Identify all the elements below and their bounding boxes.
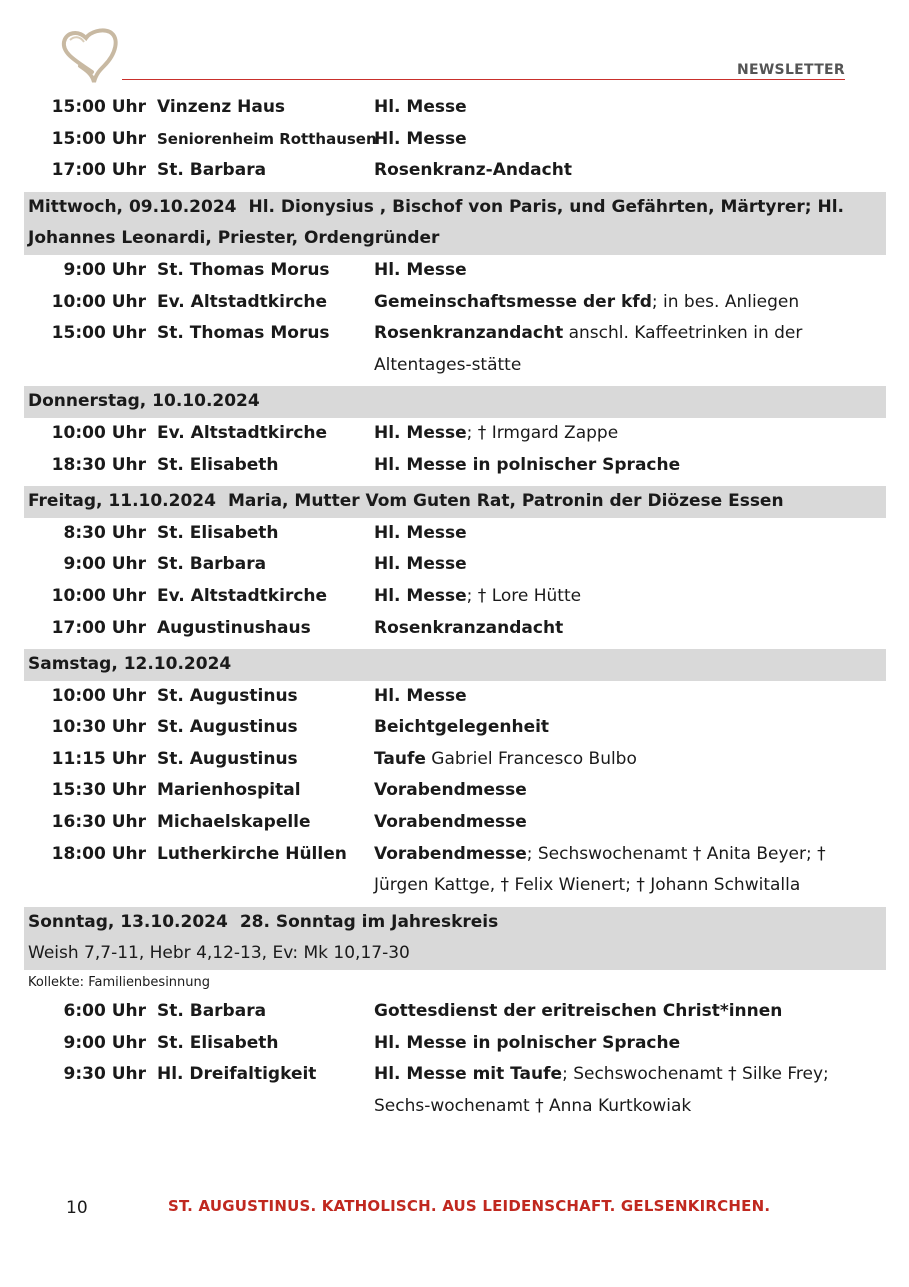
entry-event xyxy=(374,124,884,156)
entry-place: St. Barbara xyxy=(157,554,267,575)
entry-place: St. Elisabeth xyxy=(157,454,279,475)
event-detail: ; † Lore Hütte xyxy=(466,585,582,606)
event-title: Hl. Messe xyxy=(374,554,467,575)
event-title: Beichtgelegenheit xyxy=(374,717,550,738)
schedule xyxy=(24,92,886,1127)
entry-time: 15:00 Uhr xyxy=(51,128,146,149)
entry-event xyxy=(374,839,884,902)
entry-event xyxy=(374,681,884,713)
day-date: Samstag, 12.10.2024 xyxy=(28,654,232,675)
entry-place: Lutherkirche Hüllen xyxy=(157,843,347,864)
event-title: Hl. Messe in polnischer Sprache xyxy=(374,454,681,475)
event-title: Hl. Messe xyxy=(374,128,467,149)
schedule-row xyxy=(24,775,886,807)
day-feast: Maria, Mutter Vom Guten Rat, Patronin der Diözese Essen xyxy=(227,491,784,512)
event-title: Hl. Messe xyxy=(374,97,467,117)
schedule-row xyxy=(24,839,886,902)
header-rule xyxy=(122,79,845,80)
entry-time: 18:30 Uhr xyxy=(51,454,146,475)
event-detail: Gabriel Francesco Bulbo xyxy=(425,748,637,769)
schedule-row xyxy=(24,287,886,319)
event-title: Hl. Messe xyxy=(374,422,467,443)
entry-time: 17:00 Uhr xyxy=(51,160,146,181)
event-title: Hl. Messe xyxy=(374,685,467,706)
entry-place: Ev. Altstadtkirche xyxy=(157,422,328,443)
day-date: Mittwoch, 09.10.2024 xyxy=(28,196,237,217)
entry-time: 18:00 Uhr xyxy=(51,843,146,864)
entry-time: 10:00 Uhr xyxy=(51,291,146,312)
heart-logo-icon xyxy=(56,26,126,84)
event-title: Hl. Messe xyxy=(374,585,467,606)
day-feast: 28. Sonntag im Jahreskreis xyxy=(239,911,499,932)
entry-event xyxy=(374,807,884,839)
entry-time: 9:00 Uhr xyxy=(63,1032,146,1053)
day-readings: Weish 7,7-11, Hebr 4,12-13, Ev: Mk 10,17-30 xyxy=(28,943,410,964)
event-detail: ; Sechswochenamt † Silke Frey; Sechs-wochenamt † Anna Kurtkowiak xyxy=(374,1064,829,1116)
event-title: Hl. Messe mit Taufe xyxy=(374,1064,563,1085)
entry-time: 17:00 Uhr xyxy=(51,617,146,638)
event-title: Rosenkranzandacht xyxy=(374,617,564,638)
schedule-row xyxy=(24,124,886,156)
schedule-row xyxy=(24,155,886,187)
entry-place: St. Elisabeth xyxy=(157,522,279,543)
entry-place: St. Thomas Morus xyxy=(157,323,330,344)
schedule-row xyxy=(24,1028,886,1060)
entry-place: St. Augustinus xyxy=(157,685,298,706)
schedule-row xyxy=(24,418,886,450)
entry-place: St. Elisabeth xyxy=(157,1032,279,1053)
entry-time: 15:00 Uhr xyxy=(51,323,146,344)
newsletter-label: NEWSLETTER xyxy=(736,62,845,78)
entry-time: 15:00 Uhr xyxy=(51,97,146,117)
event-title: Vorabendmesse xyxy=(374,843,527,864)
event-detail: ; † Irmgard Zappe xyxy=(466,422,619,443)
entry-event xyxy=(374,996,884,1028)
event-detail: ; Sechswochenamt † Anita Beyer; † Jürgen Kattge, † Felix Wienert; † Johann Schwitalla xyxy=(374,843,826,896)
entry-place: Marienhospital xyxy=(157,780,301,801)
entry-event xyxy=(374,613,884,645)
page-header xyxy=(0,0,909,95)
entry-event xyxy=(374,450,884,482)
entry-event xyxy=(374,549,884,581)
day-date: Donnerstag, 10.10.2024 xyxy=(28,391,260,412)
entry-time: 15:30 Uhr xyxy=(51,780,146,801)
event-title: Vorabendmesse xyxy=(374,780,527,801)
schedule-row xyxy=(24,613,886,645)
entry-place: Hl. Dreifaltigkeit xyxy=(157,1064,317,1085)
schedule-row xyxy=(24,712,886,744)
entry-event xyxy=(374,518,884,550)
event-detail: anschl. Kaffeetrinken in der Altentages-stätte xyxy=(374,323,803,375)
day-heading xyxy=(24,649,886,681)
entry-time: 6:00 Uhr xyxy=(63,1001,146,1022)
day-heading xyxy=(24,907,886,970)
entry-time: 16:30 Uhr xyxy=(51,812,146,833)
day-heading xyxy=(24,486,886,518)
schedule-row xyxy=(24,92,886,124)
schedule-row xyxy=(24,681,886,713)
entry-time: 9:30 Uhr xyxy=(63,1064,146,1085)
entry-event xyxy=(374,155,884,187)
entry-place: Ev. Altstadtkirche xyxy=(157,291,328,312)
schedule-row xyxy=(24,518,886,550)
schedule-row xyxy=(24,996,886,1028)
day-heading xyxy=(24,192,886,255)
schedule-row xyxy=(24,744,886,776)
day-heading xyxy=(24,386,886,418)
event-title: Rosenkranz-Andacht xyxy=(374,160,572,181)
entry-event xyxy=(374,1059,884,1122)
page-number: 10 xyxy=(66,1198,88,1218)
schedule-row xyxy=(24,318,886,381)
schedule-row xyxy=(24,255,886,287)
kollekte-note: Kollekte: Familienbesinnung xyxy=(28,975,211,991)
entry-event xyxy=(374,1028,884,1060)
schedule-row xyxy=(24,807,886,839)
entry-event xyxy=(374,418,884,450)
entry-place: St. Augustinus xyxy=(157,748,298,769)
entry-event xyxy=(374,287,884,319)
day-date: Sonntag, 13.10.2024 xyxy=(28,911,228,932)
entry-event xyxy=(374,712,884,744)
footer-slogan: ST. AUGUSTINUS. KATHOLISCH. AUS LEIDENSCHAFT. GELSENKIRCHEN. xyxy=(168,1197,771,1215)
entry-event xyxy=(374,255,884,287)
entry-place: Seniorenheim Rotthausen xyxy=(157,129,377,148)
schedule-row xyxy=(24,581,886,613)
entry-time: 10:30 Uhr xyxy=(51,717,146,738)
schedule-row xyxy=(24,549,886,581)
event-title: Hl. Messe in polnischer Sprache xyxy=(374,1032,681,1053)
event-title: Rosenkranzandacht xyxy=(374,323,564,344)
entry-event xyxy=(374,744,884,776)
event-title: Gottesdienst der eritreischen Christ*innen xyxy=(374,1001,783,1022)
entry-place: St. Augustinus xyxy=(157,717,298,738)
event-title: Hl. Messe xyxy=(374,259,467,280)
entry-place: Ev. Altstadtkirche xyxy=(157,585,328,606)
entry-event xyxy=(374,318,884,381)
entry-time: 10:00 Uhr xyxy=(51,685,146,706)
event-title: Vorabendmesse xyxy=(374,812,527,833)
event-detail: ; in bes. Anliegen xyxy=(651,291,800,312)
entry-place: Vinzenz Haus xyxy=(157,97,286,117)
entry-place: Augustinushaus xyxy=(157,617,311,638)
event-title: Gemeinschaftsmesse der kfd xyxy=(374,291,652,312)
entry-place: St. Thomas Morus xyxy=(157,259,330,280)
entry-time: 9:00 Uhr xyxy=(63,259,146,280)
entry-place: Michaelskapelle xyxy=(157,812,311,833)
schedule-row xyxy=(24,1059,886,1122)
event-title: Hl. Messe xyxy=(374,522,467,543)
entry-time: 9:00 Uhr xyxy=(63,554,146,575)
entry-time: 11:15 Uhr xyxy=(51,748,146,769)
day-feast: Hl. Dionysius , Bischof von Paris, und Gefährten, Märtyrer; Hl. Johannes Leonardi, Priester, Ordengründer xyxy=(28,196,844,249)
entry-event xyxy=(374,581,884,613)
entry-place: St. Barbara xyxy=(157,1001,267,1022)
entry-event xyxy=(374,92,884,124)
entry-place: St. Barbara xyxy=(157,160,267,181)
entry-time: 8:30 Uhr xyxy=(63,522,146,543)
entry-event xyxy=(374,775,884,807)
event-title: Taufe xyxy=(374,748,426,769)
schedule-row xyxy=(24,450,886,482)
entry-time: 10:00 Uhr xyxy=(51,585,146,606)
day-date: Freitag, 11.10.2024 xyxy=(28,491,216,512)
entry-time: 10:00 Uhr xyxy=(51,422,146,443)
